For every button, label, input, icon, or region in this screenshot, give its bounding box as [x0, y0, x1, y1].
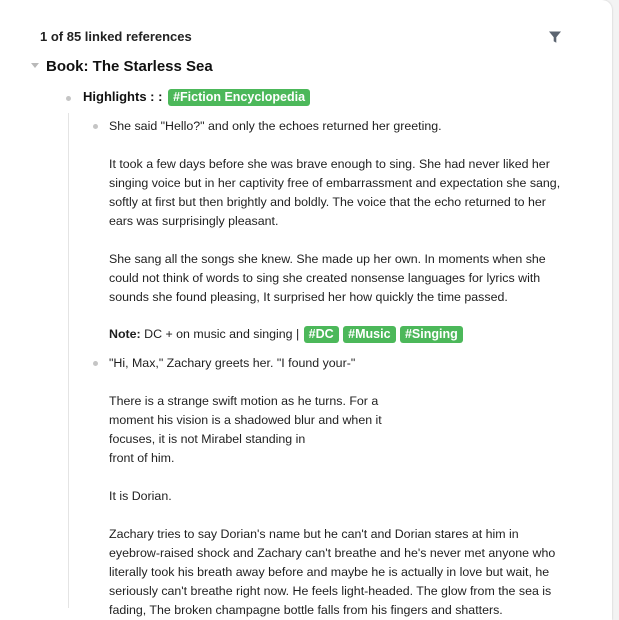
- block-paragraph-line: front of him.: [109, 451, 175, 465]
- note-text: DC + on music and singing |: [144, 327, 300, 341]
- highlight-block-1[interactable]: [109, 117, 571, 307]
- tag-singing[interactable]: #Singing: [400, 326, 463, 343]
- reference-count: 1 of 85 linked references: [40, 29, 192, 44]
- tag-dc[interactable]: #DC: [304, 326, 339, 343]
- highlights-row: [83, 89, 310, 106]
- collapse-caret-icon[interactable]: [31, 63, 39, 68]
- tag-music[interactable]: #Music: [343, 326, 395, 343]
- block-paragraph: "Hi, Max," Zachary greets her. "I found your-": [109, 356, 356, 370]
- filter-icon[interactable]: [548, 30, 562, 44]
- block-bullet[interactable]: [93, 124, 98, 129]
- note-row: [109, 325, 463, 344]
- block-bullet[interactable]: [93, 361, 98, 366]
- block-paragraph: She sang all the songs she knew. She made up her own. In moments when she could not think of words to sing she created nonsense languages for lyrics with sounds she found pleasing, It surprised her how quickly the time passed.: [109, 252, 546, 304]
- thread-line: [68, 113, 69, 608]
- highlights-bullet[interactable]: [66, 96, 71, 101]
- block-paragraph: Zachary tries to say Dorian's name but he can't and Dorian stares at him in eyebrow-raised shock and Zachary can't breathe and he's never met anyone who literally took his breath away before and maybe he is actually in love but wait, he seriously can't breathe right now. He feels light-headed. The glow from the sea is fading, The broken champagne bottle falls from his fingers and shatters.: [109, 527, 556, 617]
- block-paragraph-line: There is a strange swift motion as he turns. For a moment his vision is a shadowed blur and when it focuses, it is not Mirabel standing in: [109, 394, 382, 446]
- page-title[interactable]: Book: The Starless Sea: [46, 58, 213, 75]
- highlight-block-2[interactable]: [109, 354, 571, 620]
- block-paragraph: It took a few days before she was brave enough to sing. She had never liked her singing voice but in her captivity free of embarrassment and expectation she sang, softly at first but then brightly and boldly. The voice that the echo returned to her ears was surprisingly pleasant.: [109, 157, 561, 228]
- block-paragraph: She said "Hello?" and only the echoes returned her greeting.: [109, 119, 442, 133]
- highlights-label: Highlights : :: [83, 89, 163, 104]
- note-label: Note:: [109, 327, 141, 341]
- block-paragraph: [109, 392, 571, 468]
- tag-fiction-encyclopedia[interactable]: #Fiction Encyclopedia: [168, 89, 310, 106]
- block-paragraph: It is Dorian.: [109, 489, 172, 503]
